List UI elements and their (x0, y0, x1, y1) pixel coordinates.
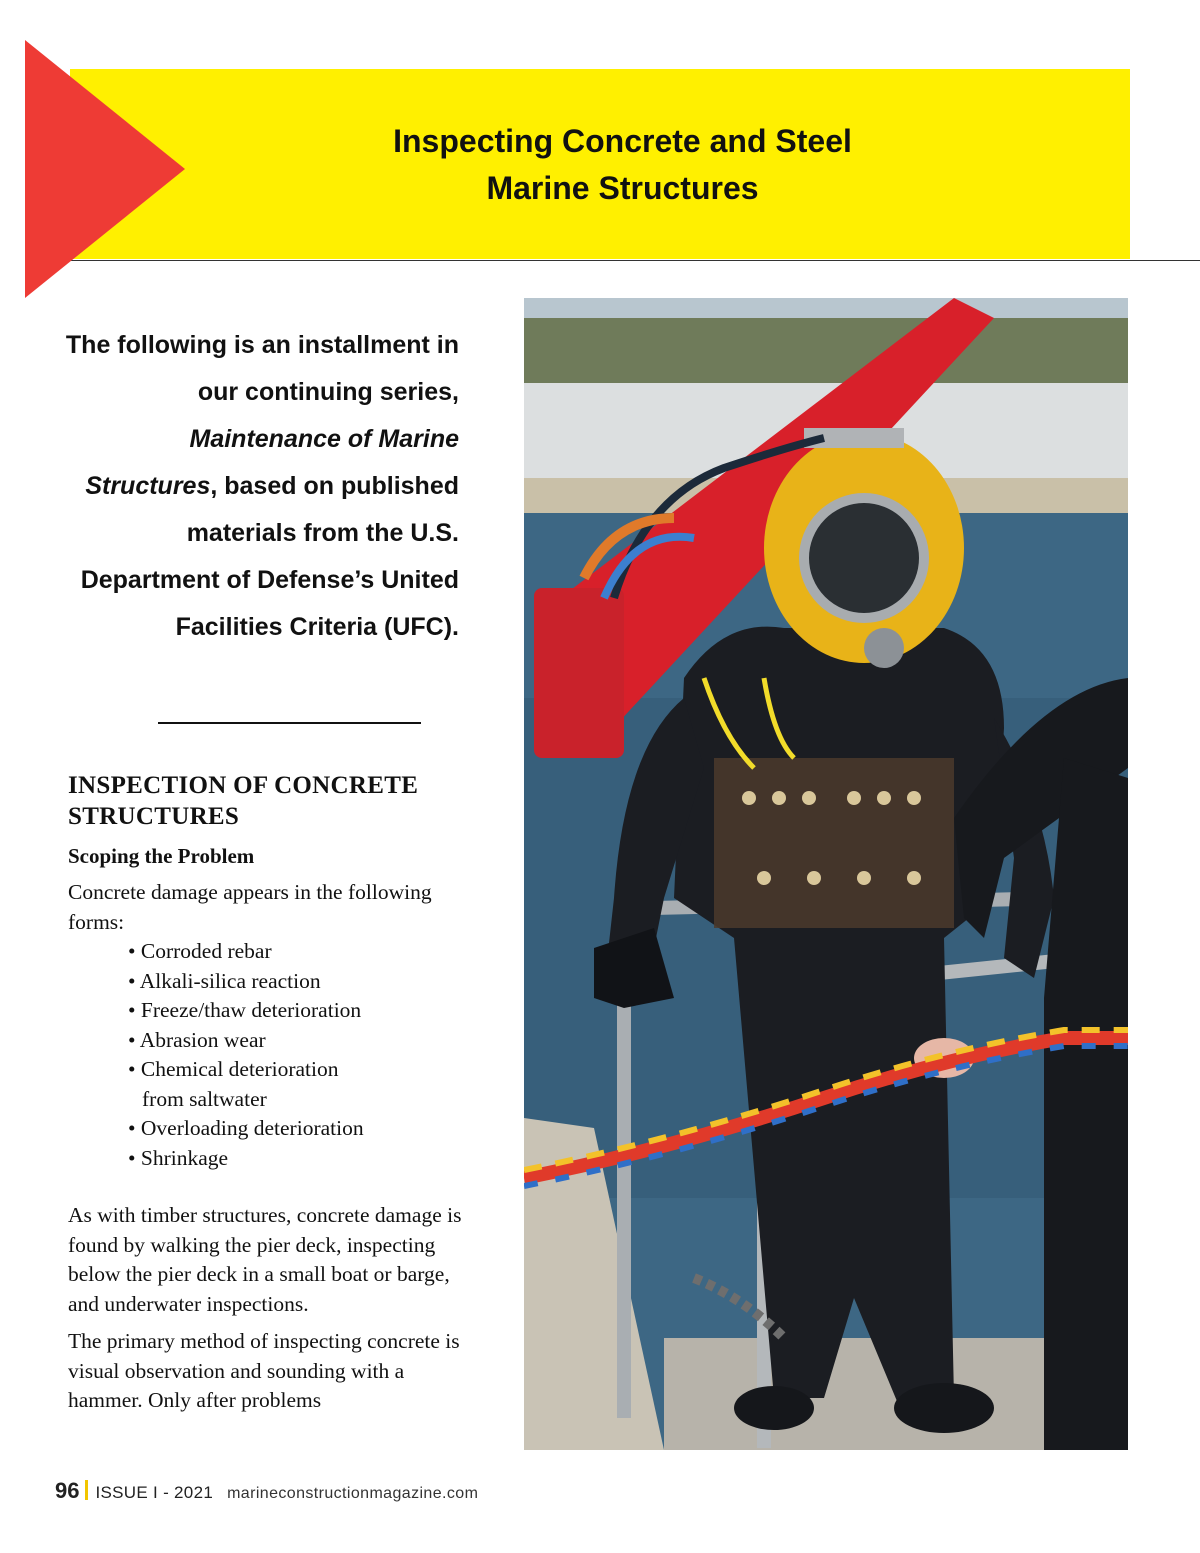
body-paragraph: As with timber structures, concrete damage is found by walking the pier deck, inspecting below the pier deck in a small boat or barge, and underwater inspections. (68, 1203, 462, 1316)
issue-label: ISSUE I - 2021 (95, 1483, 214, 1502)
intro-text-2: , based on published materials from the U.S. Department of Defense’s United Facilities Criteria (UFC). (80, 472, 459, 641)
list-item: • Overloading deterioration (128, 1116, 364, 1140)
subheading: Scoping the Problem (68, 844, 255, 868)
list-item: • Corroded rebar (128, 939, 272, 963)
list-item: • Abrasion wear (128, 1027, 266, 1052)
damage-forms-list (68, 937, 468, 1173)
lead-paragraph: Concrete damage appears in the following forms: (68, 880, 432, 934)
list-item: • Shrinkage (128, 1145, 229, 1170)
page-number: 96 (55, 1478, 80, 1503)
diver-photo (524, 298, 1128, 1450)
section-heading: INSPECTION OF CONCRETE STRUCTURES (68, 772, 419, 830)
list-item-continuation: from saltwater (142, 1086, 267, 1111)
list-item-text: • Chemical deterioration (128, 1057, 339, 1081)
page-footer (55, 1478, 478, 1508)
list-item: • Freeze/thaw deterioration (128, 998, 362, 1022)
list-item (128, 1055, 468, 1114)
intro-text-1: The following is an installment in our continuing series, (65, 331, 459, 406)
website-url: marineconstructionmagazine.com (227, 1485, 479, 1502)
title-line-1: Inspecting Concrete and Steel (393, 123, 852, 159)
divider (158, 722, 421, 724)
article-body (68, 770, 468, 1416)
header-rule (70, 260, 1200, 261)
page-title (70, 118, 1175, 212)
intro-paragraph (55, 322, 459, 651)
footer-separator (85, 1480, 88, 1500)
diver-illustration (524, 298, 1128, 1450)
list-item: • Alkali-silica reaction (128, 968, 321, 993)
title-line-2: Marine Structures (486, 170, 759, 206)
series-title: Maintenance of Marine Structures (85, 425, 459, 500)
body-paragraph: The primary method of inspecting concrete is visual observation and sounding with a hammer. Only after problems (68, 1329, 460, 1412)
